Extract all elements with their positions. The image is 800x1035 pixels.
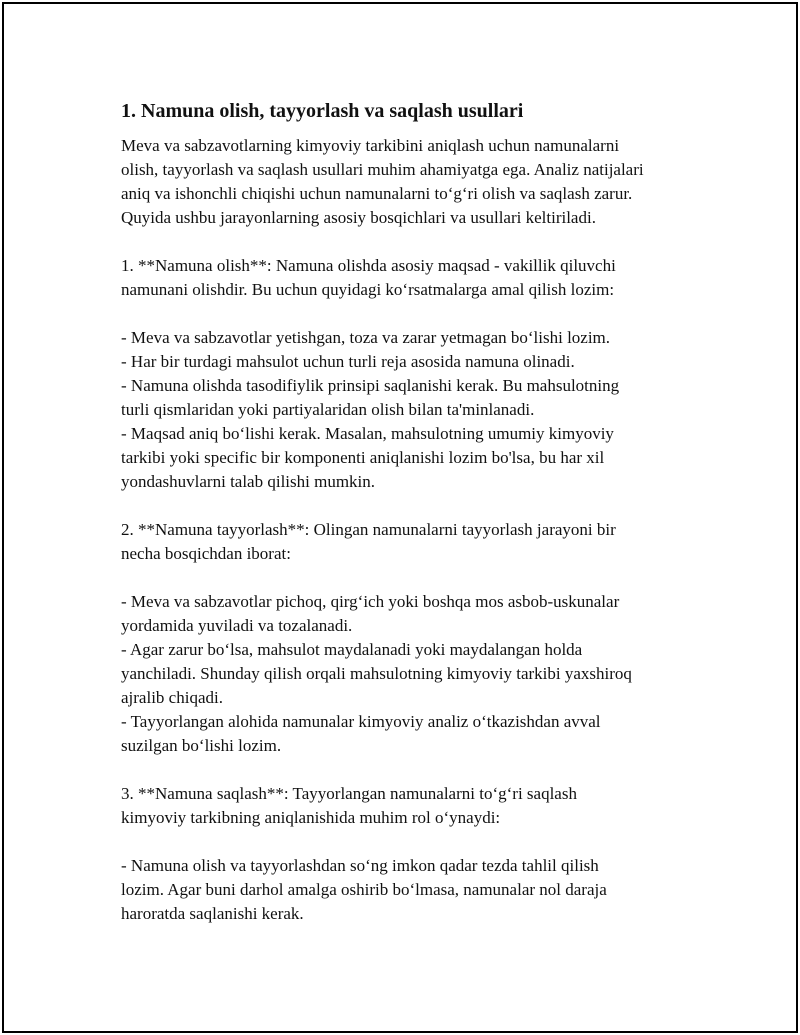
section-3-bullets: - Namuna olish va tayyorlashdan so‘ng imkon qadar tezda tahlil qilish lozim. Agar buni darhol amalga oshirib bo‘lmasa, namunalar nol daraja haroratda saqlanishi kerak. — [121, 856, 607, 923]
document-title: 1. Namuna olish, tayyorlash va saqlash usullari — [121, 100, 524, 122]
paragraph-gap — [121, 230, 701, 254]
page-frame — [2, 2, 798, 1033]
section-1-heading: 1. **Namuna olish**: Namuna olishda asosiy maqsad - vakillik qiluvchi namunani olishdir. Bu uchun quyidagi ko‘rsatmalarga amal qilish lozim: — [121, 256, 616, 299]
paragraph-gap — [121, 302, 701, 326]
paragraph-gap — [121, 494, 701, 518]
section-2-bullets: - Meva va sabzavotlar pichoq, qirg‘ich yoki boshqa mos asbob-uskunalar yordamida yuviladi va tozalanadi. - Agar zarur bo‘lsa, mahsulot maydalanadi yoki maydalangan holda yanchiladi. Shunday qilish orqali mahsulotning kimyoviy tarkibi yaxshiroq ajralib chiqadi. - Tayyorlangan alohida namunalar kimyoviy analiz o‘tkazishdan avval suzilgan bo‘lishi lozim. — [121, 592, 632, 755]
section-3-heading: 3. **Namuna saqlash**: Tayyorlangan namunalarni to‘g‘ri saqlash kimyoviy tarkibning aniqlanishida muhim rol o‘ynaydi: — [121, 784, 577, 827]
paragraph-gap — [121, 830, 701, 854]
document-body — [121, 98, 701, 926]
intro-paragraph: Meva va sabzavotlarning kimyoviy tarkibini aniqlash uchun namunalarni olish, tayyorlash va saqlash usullari muhim ahamiyatga ega. Analiz natijalari aniq va ishonchli chiqishi uchun namunalarni to‘g‘ri olish va saqlash zarur. Quyida ushbu jarayonlarning asosiy bosqichlari va usullari keltiriladi. — [121, 136, 644, 227]
section-2-heading: 2. **Namuna tayyorlash**: Olingan namunalarni tayyorlash jarayoni bir necha bosqichdan iborat: — [121, 520, 616, 563]
paragraph-gap — [121, 566, 701, 590]
section-1-bullets: - Meva va sabzavotlar yetishgan, toza va zarar yetmagan bo‘lishi lozim. - Har bir turdagi mahsulot uchun turli reja asosida namuna olinadi. - Namuna olishda tasodifiylik prinsipi saqlanishi kerak. Bu mahsulotning turli qismlaridan yoki partiyalaridan olish bilan ta'minlanadi. - Maqsad aniq bo‘lishi kerak. Masalan, mahsulotning umumiy kimyoviy tarkibi yoki specific bir komponenti aniqlanishi lozim bo'lsa, bu har xil yondashuvlarni talab qilishi mumkin. — [121, 328, 620, 491]
paragraph-gap — [121, 758, 701, 782]
